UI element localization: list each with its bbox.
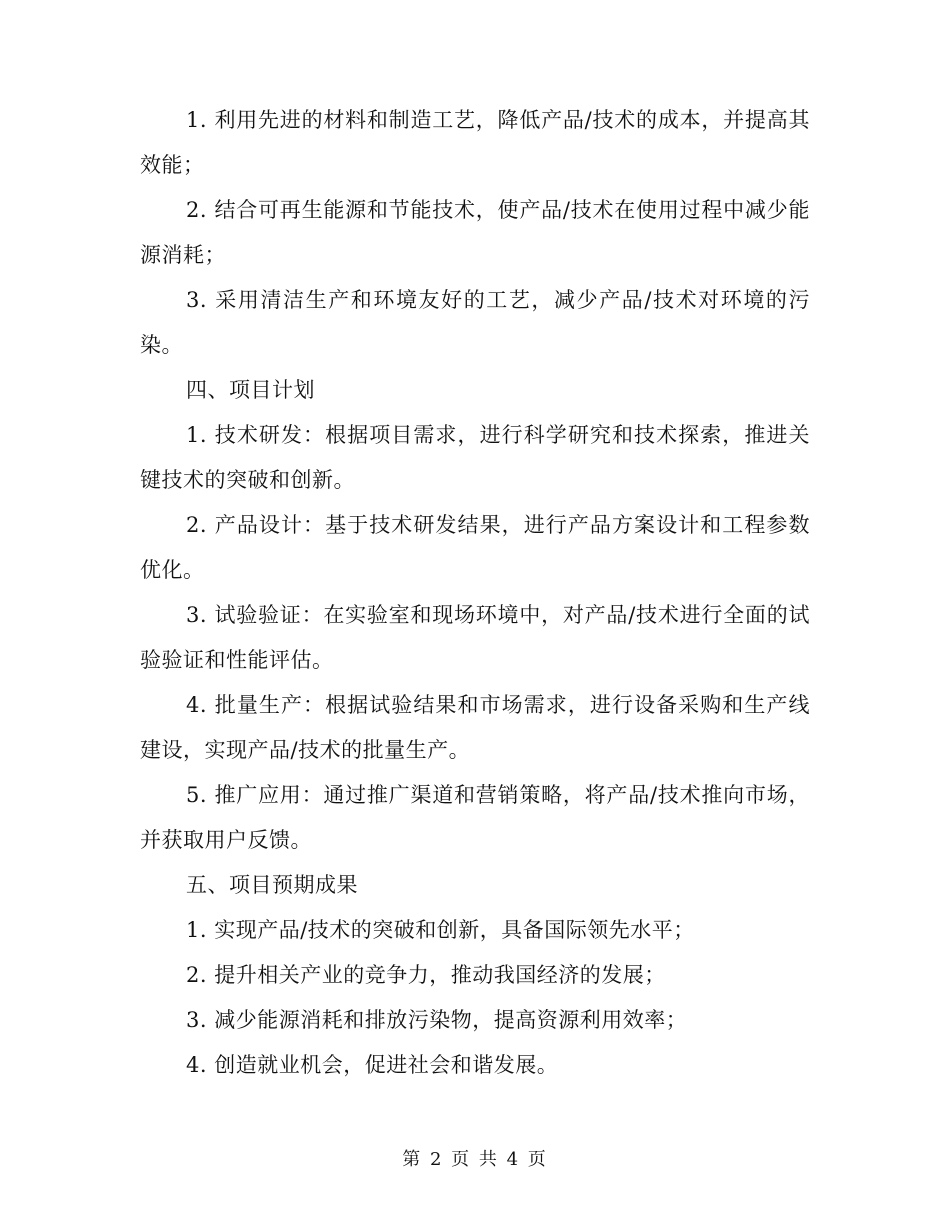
paragraph: 1. 利用先进的材料和制造工艺，降低产品/技术的成本，并提高其效能； [140, 108, 810, 177]
document-body [140, 98, 810, 1088]
section-heading: 五、项目预期成果 [186, 873, 358, 897]
paragraph: 2. 结合可再生能源和节能技术，使产品/技术在使用过程中减少能源消耗； [140, 198, 810, 267]
paragraph: 5. 推广应用：通过推广渠道和营销策略，将产品/技术推向市场，并获取用户反馈。 [140, 783, 810, 852]
paragraph: 4. 创造就业机会，促进社会和谐发展。 [186, 1053, 559, 1077]
paragraph: 1. 技术研发：根据项目需求，进行科学研究和技术探索，推进关键技术的突破和创新。 [140, 423, 810, 492]
paragraph: 1. 实现产品/技术的突破和创新，具备国际领先水平； [186, 918, 695, 942]
paragraph: 2. 提升相关产业的竞争力，推动我国经济的发展； [186, 963, 666, 987]
page-number-footer: 第 2 页 共 4 页 [402, 1149, 548, 1170]
paragraph: 4. 批量生产：根据试验结果和市场需求，进行设备采购和生产线建设，实现产品/技术的批量生产。 [140, 693, 810, 762]
paragraph: 3. 减少能源消耗和排放污染物，提高资源利用效率； [186, 1008, 688, 1032]
section-heading: 四、项目计划 [186, 378, 315, 402]
paragraph: 2. 产品设计：基于技术研发结果，进行产品方案设计和工程参数优化。 [140, 513, 810, 582]
paragraph: 3. 试验验证：在实验室和现场环境中，对产品/技术进行全面的试验验证和性能评估。 [140, 603, 810, 672]
paragraph: 3. 采用清洁生产和环境友好的工艺，减少产品/技术对环境的污染。 [140, 288, 810, 357]
